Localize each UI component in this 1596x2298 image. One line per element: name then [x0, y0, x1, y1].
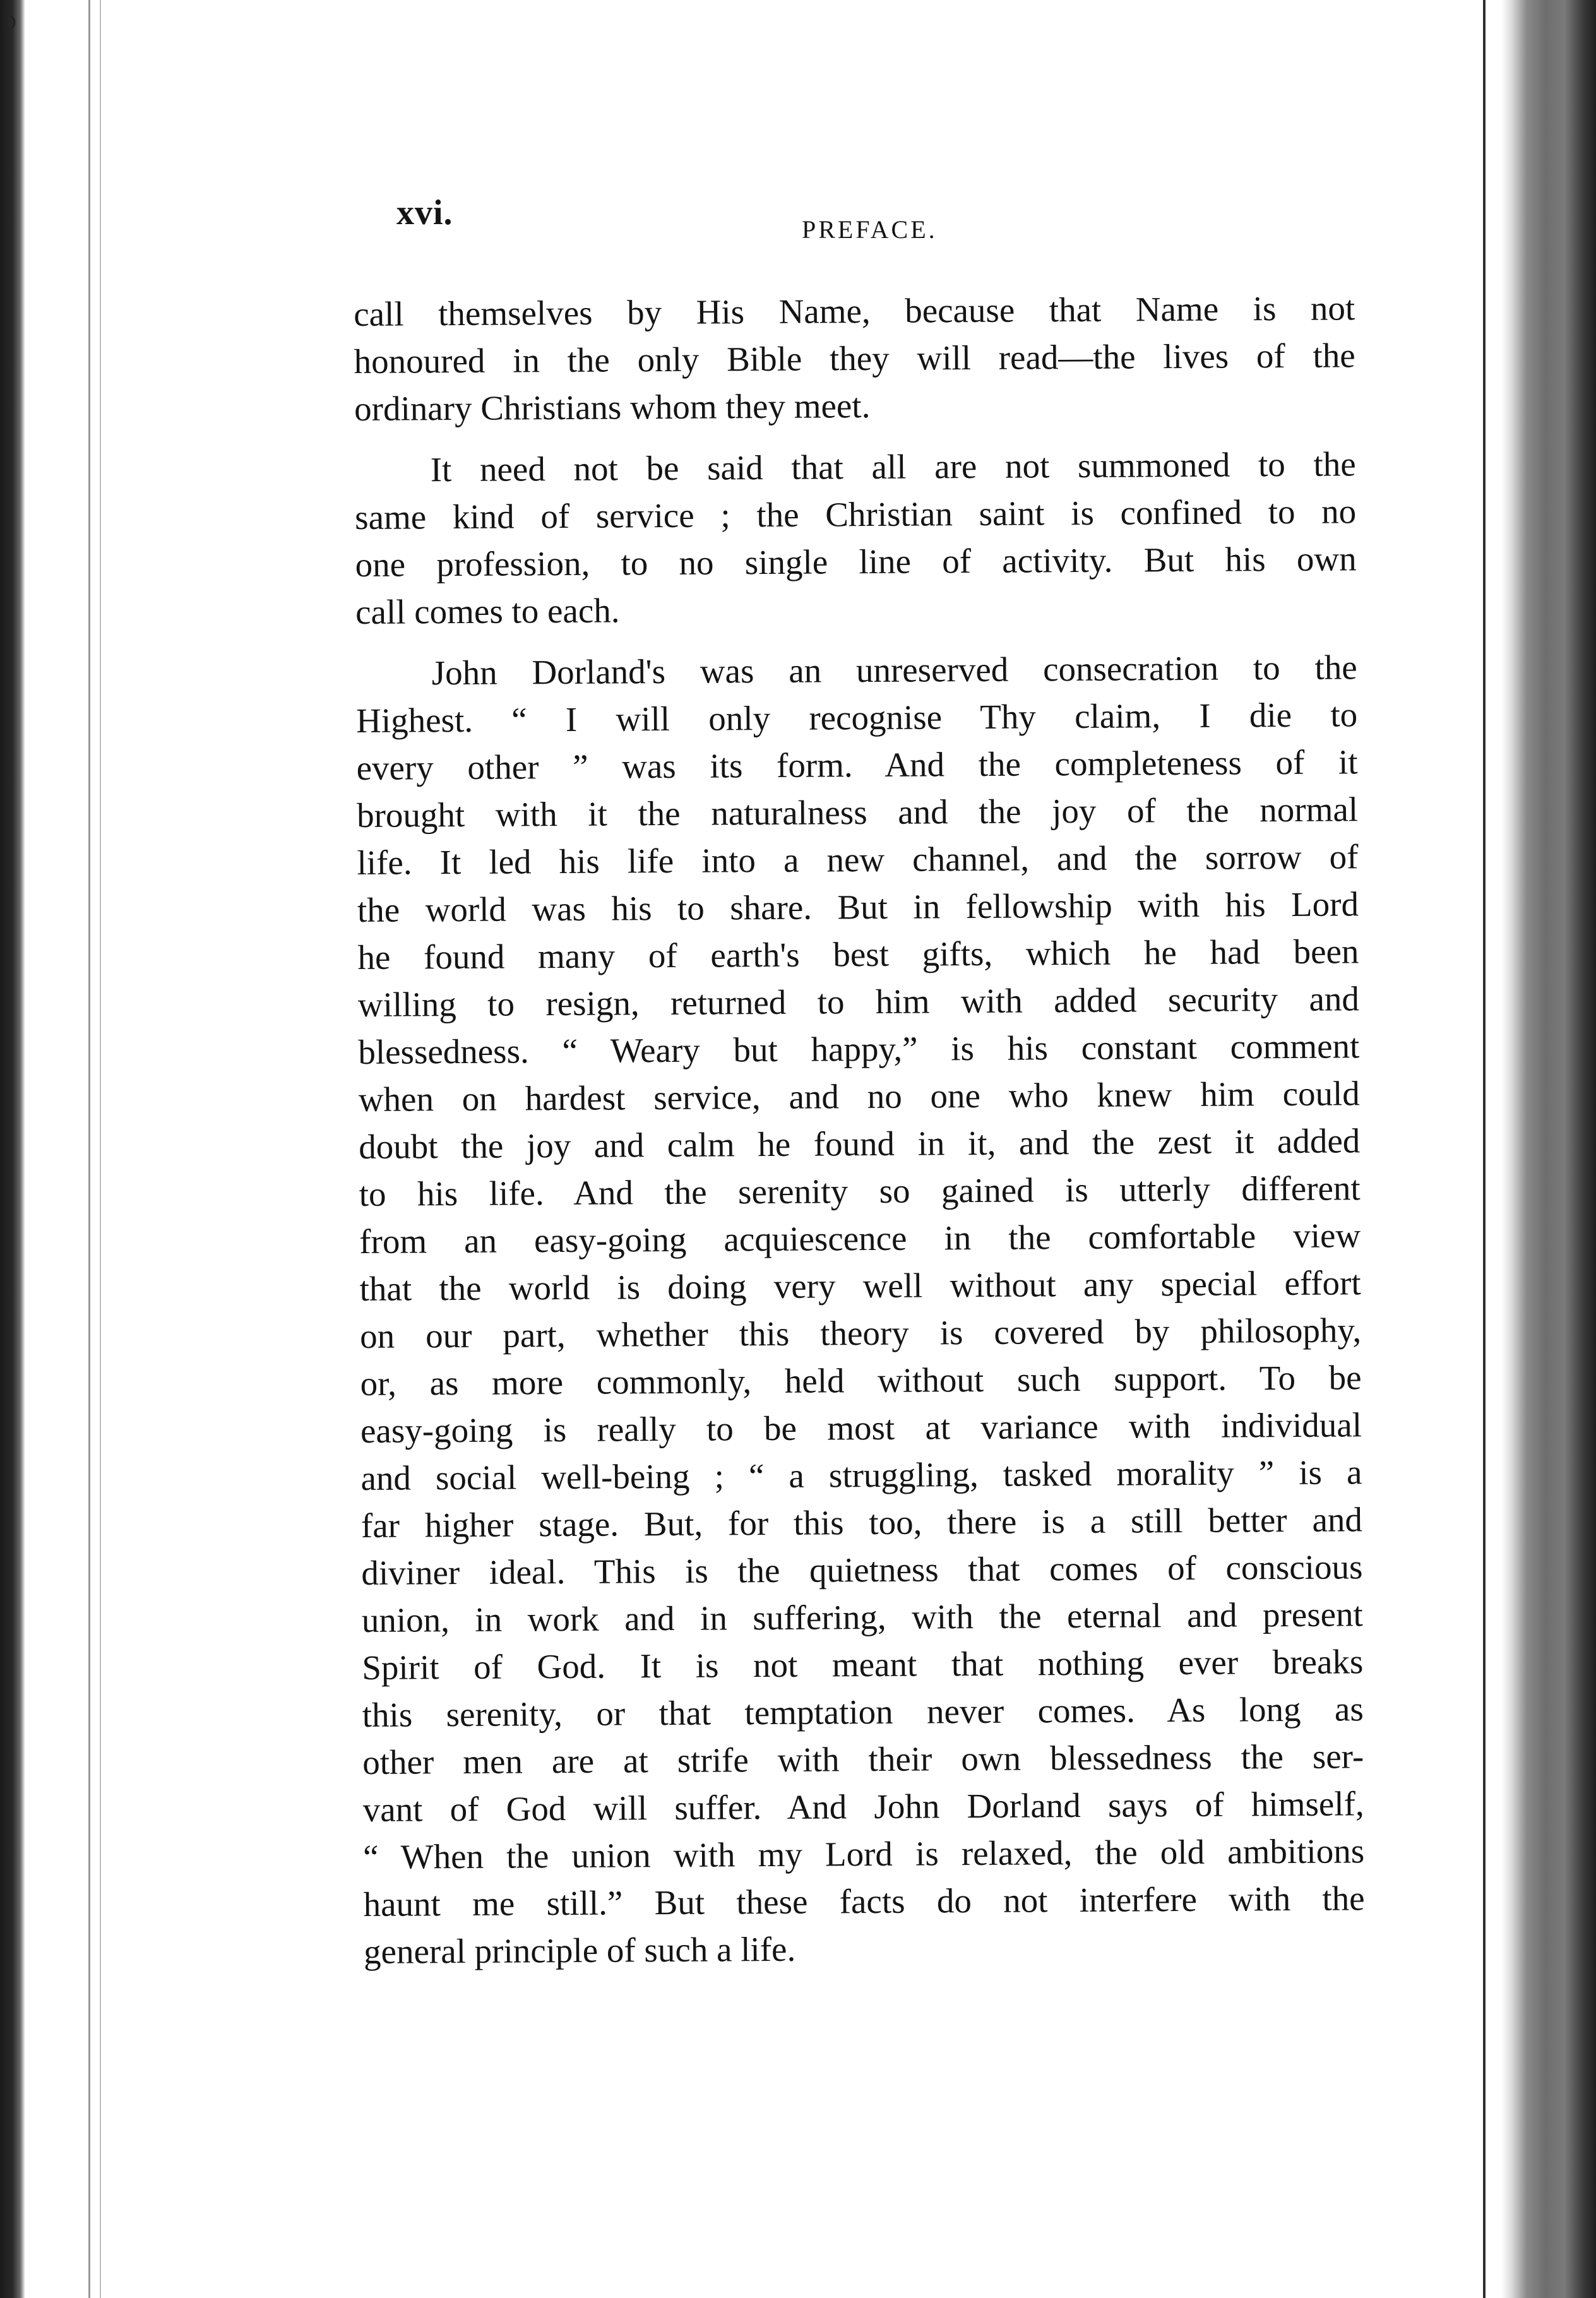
gutter-line	[88, 0, 90, 2298]
paragraph	[354, 284, 1355, 432]
edge-mark: b	[3, 4, 16, 35]
text-line: to his life. And the serenity so gained is utterly different	[359, 1169, 1361, 1213]
body-text	[354, 284, 1365, 1989]
text-line: when on hardest service, and no one who knew him could	[358, 1074, 1360, 1119]
text-line: easy-going is really to be most at variance with individual	[360, 1405, 1362, 1450]
text-line: life. It led his life into a new channel, and the sorrow of	[357, 837, 1359, 882]
right-page-rule	[1483, 0, 1486, 2298]
text-line: blessedness. “ Weary but happy,” is his constant comment	[358, 1027, 1360, 1071]
text-line: and social well-being ; “ a struggling, tasked morality ” is a	[360, 1453, 1362, 1497]
right-page-edge	[1501, 0, 1596, 2298]
text-line: ordinary Christians whom they meet.	[354, 386, 871, 428]
text-line: other men are at strife with their own blessedness the ser-	[362, 1737, 1364, 1782]
text-line: on our part, whether this theory is covered by philosophy,	[359, 1311, 1362, 1355]
text-line: every other ” was its form. And the completeness of it	[356, 742, 1358, 787]
gutter-line	[100, 0, 101, 2298]
text-line: brought with it the naturalness and the joy of the normal	[356, 790, 1359, 835]
text-line: vant of God will suffer. And John Dorland says of himself,	[362, 1784, 1364, 1829]
paragraph	[355, 440, 1357, 636]
paragraph	[355, 643, 1365, 1975]
left-binding-edge	[0, 0, 25, 2298]
text-line: same kind of service ; the Christian saint is confined to no	[355, 492, 1357, 537]
text-line: from an easy-going acquiescence in the comfortable view	[359, 1216, 1361, 1261]
text-line: John Dorland's was an unreserved consecration to the	[431, 648, 1357, 693]
text-line: honoured in the only Bible they will read—the lives of the	[354, 336, 1355, 381]
text-line: one profession, to no single line of activity. But his own	[355, 539, 1357, 584]
text-line: doubt the joy and calm he found in it, and the zest it added	[359, 1121, 1361, 1166]
text-line: that the world is doing very well without any special effort	[359, 1263, 1361, 1308]
text-line: Highest. “ I will only recognise Thy claim, I die to	[355, 695, 1358, 740]
text-line: Spirit of God. It is not meant that nothing ever breaks	[362, 1642, 1364, 1687]
text-line: It need not be said that all are not summoned to the	[430, 444, 1356, 489]
text-line: he found many of earth's best gifts, which he had been	[357, 932, 1359, 977]
text-line: this serenity, or that temptation never comes. As long as	[362, 1689, 1364, 1734]
text-line: call themselves by His Name, because that Name is not	[354, 289, 1355, 333]
text-line: or, as more commonly, held without such support. To be	[360, 1358, 1362, 1403]
text-line: diviner ideal. This is the quietness that comes of conscious	[361, 1547, 1363, 1592]
text-line: the world was his to share. But in fellowship with his Lord	[357, 884, 1359, 929]
text-line: haunt me still.” But these facts do not interfere with the	[363, 1879, 1365, 1924]
running-head: PREFACE.	[802, 215, 938, 244]
text-line: willing to resign, returned to him with added security and	[357, 979, 1360, 1024]
text-line: “ When the union with my Lord is relaxed, the old ambitions	[362, 1831, 1365, 1876]
text-line: union, in work and in suffering, with the eternal and present	[361, 1595, 1364, 1640]
page-number: xvi.	[396, 193, 453, 232]
text-line: call comes to each.	[355, 591, 620, 631]
text-line: general principle of such a life.	[363, 1929, 796, 1971]
text-line: far higher stage. But, for this too, there is a still better and	[360, 1500, 1363, 1545]
